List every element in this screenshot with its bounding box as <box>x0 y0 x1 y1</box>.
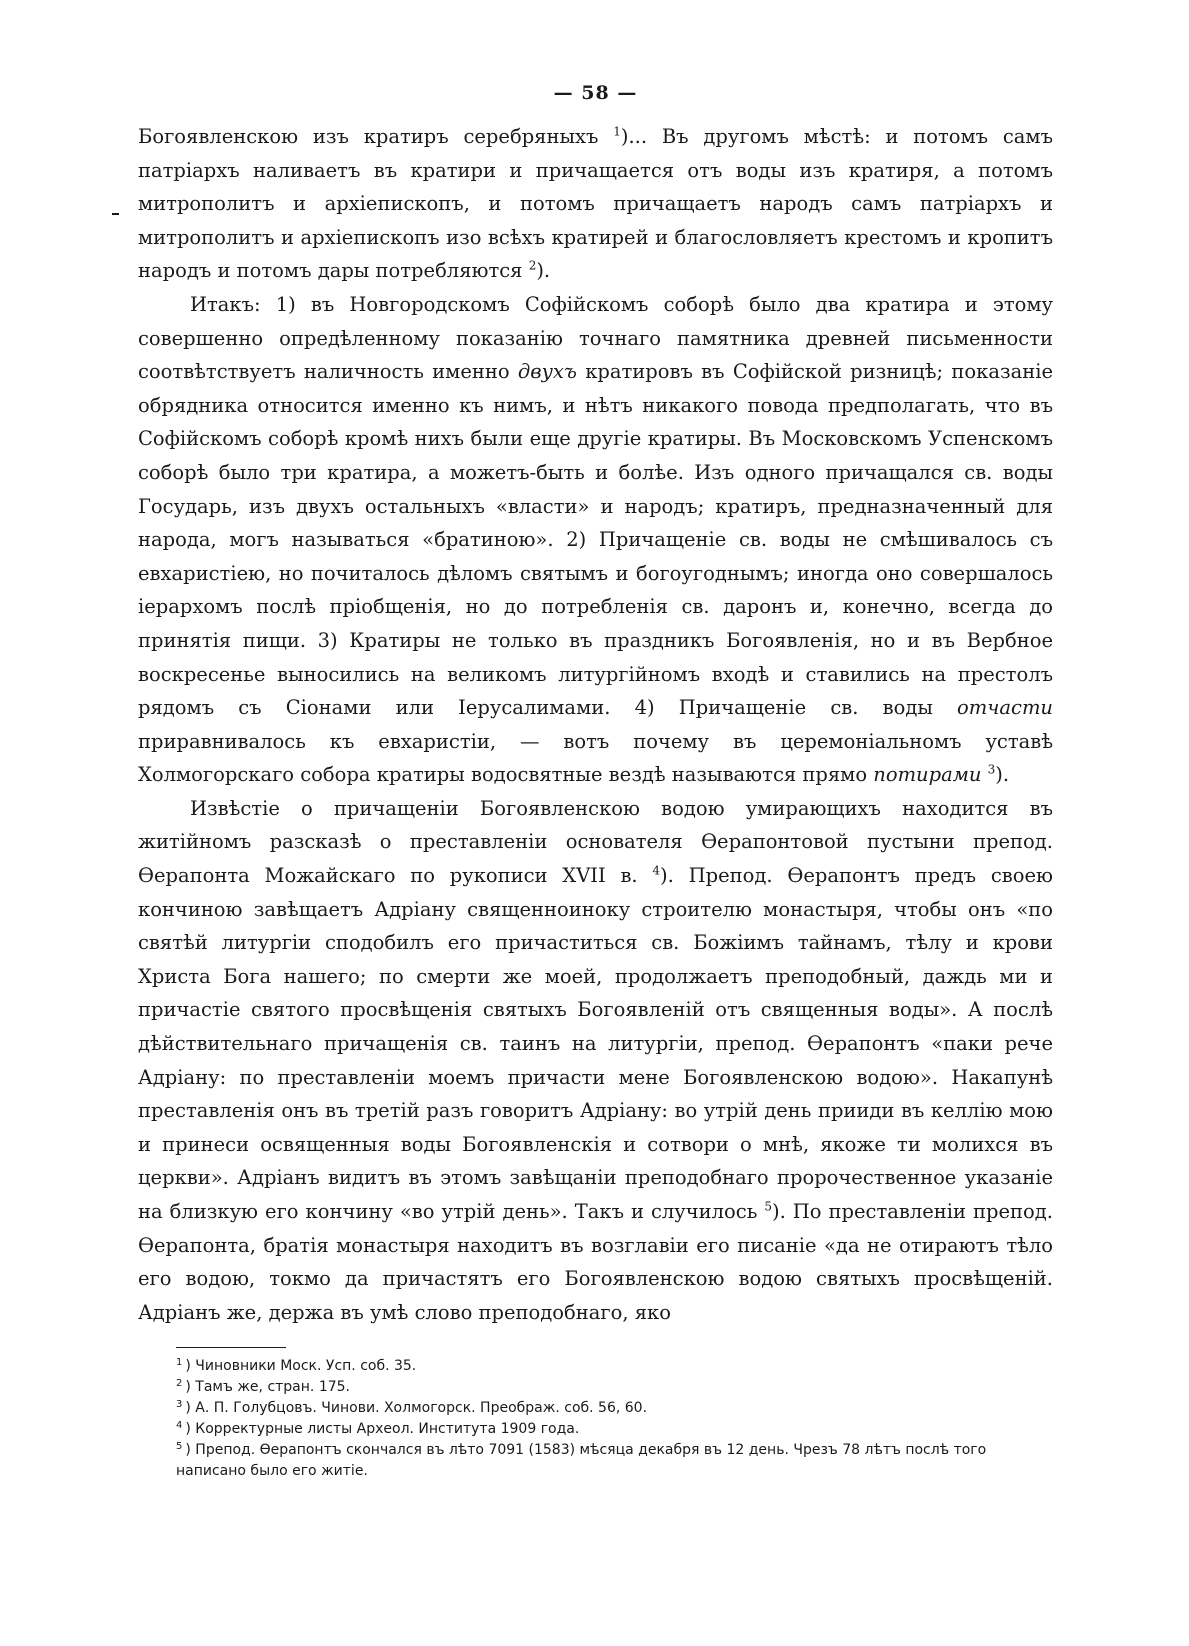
footnote-marker: 4 <box>176 1419 183 1431</box>
document-page <box>138 82 1053 1482</box>
emphasized-text: потирами <box>873 763 982 787</box>
emphasized-text: отчасти <box>957 696 1053 720</box>
page-number: — 58 — <box>553 82 638 104</box>
footnote-item <box>138 1419 1053 1440</box>
footnotes-list <box>138 1356 1053 1482</box>
footnote-text: ) Корректурные листы Археол. Института 1909 года. <box>185 1421 580 1438</box>
paragraph-text: ). По преставленіи препод. Ѳерапонта, братія монастыря находитъ въ возглавіи его писаніе «да не отираютъ тѣло его водою, токмо да причастятъ его Богоявленскою водою святыхъ просвѣщеній. Адріанъ же, держа въ умѣ слово преподобнаго, яко <box>138 1200 1053 1324</box>
body-paragraph <box>138 288 1053 792</box>
emphasized-text: двухъ <box>517 360 577 384</box>
footnote-item <box>138 1398 1053 1419</box>
body-paragraph <box>138 120 1053 288</box>
footnote-reference: 2 <box>528 258 537 273</box>
footnote-marker: 2 <box>176 1377 183 1389</box>
paragraph-text: ). <box>536 259 551 283</box>
footnote-reference: 3 <box>987 762 996 777</box>
body-text <box>138 120 1053 1329</box>
footnote-reference: 5 <box>764 1199 772 1214</box>
footnote-text: ) А. П. Голубцовъ. Чинови. Холмогорск. Преображ. соб. 56, 60. <box>185 1400 648 1417</box>
paragraph-text: Богоявленскою изъ кратиръ серебряныхъ <box>138 125 614 148</box>
footnote-text: ) Тамъ же, стран. 175. <box>185 1379 350 1396</box>
footnote-marker: 5 <box>176 1440 183 1452</box>
paragraph-text: кратировъ въ Софійской ризницѣ; показаніе обрядника относится именно къ нимъ, и нѣтъ никакого повода предполагать, что въ Софійскомъ соборѣ кромѣ нихъ были еще другіе кратиры. Въ Московскомъ Успенскомъ соборѣ было три кратира, а можетъ-быть и болѣе. Изъ одного причащался св. воды Государь, изъ двухъ остальныхъ «власти» и народъ; кратиръ, предназначенный для народа, могъ называться «братиною». 2) Причащеніе св. воды не смѣшивалось съ евхаристіею, но почиталось дѣломъ святымъ и богоугоднымъ; иногда оно совершалось іерархомъ послѣ пріобщенія, но до потребленія св. даронъ и, конечно, всегда до принятія пищи. 3) Кратиры не только въ праздникъ Богоявленія, но и въ Вербное воскресенье выносились на великомъ литургійномъ входѣ и ставились на престолъ рядомъ съ Сіонами или Іерусалимами. 4) Причащеніе св. воды <box>138 360 1053 720</box>
footnote-text: ) Чиновники Моск. Усп. соб. 35. <box>185 1358 417 1375</box>
paragraph-text: Итакъ: 1) въ Новгородскомъ Софійскомъ соборѣ было два кратира и этому совершенно опредѣленному показанію точнаго памятника древней письменности соотвѣтствуетъ наличность именно <box>138 292 1053 384</box>
footnote-item <box>138 1440 1053 1482</box>
paragraph-text: ). <box>995 763 1010 787</box>
body-paragraph <box>138 792 1053 1330</box>
paragraph-text: приравнивалось къ евхаристіи, — вотъ почему въ церемоніальномъ уставѣ Холмогорскаго собора кратиры водосвятные вездѣ называются прямо <box>138 729 1053 787</box>
footnote-text: ) Препод. Ѳерапонтъ скончался въ лѣто 7091 (1583) мѣсяца декабря въ 12 день. Чрезъ 78 лѣтъ послѣ того написано было его житіе. <box>176 1442 987 1480</box>
paragraph-text: ). Препод. Ѳерапонтъ предъ своею кончиною завѣщаетъ Адріану священноиноку строителю монастыря, чтобы онъ «по святѣй литургіи сподобилъ его причаститься св. Божіимъ тайнамъ, тѣлу и крови Христа Бога нашего; по смерти же моей, продолжаетъ преподобный, даждь ми и причастіе святого просвѣщенія святыхъ Богоявленій отъ священныя воды». А послѣ дѣйствительнаго причащенія св. таинъ на литургіи, препод. Ѳерапонтъ «паки рече Адріану: по преставленіи моемъ причасти мене Богоявленскою водою». Накапунѣ преставленія онъ въ третій разъ говоритъ Адріану: во утрій день прииди въ келлію мою и принеси освященныя воды Богоявленскія и сотвори о мнѣ, якоже ти молихся въ церкви». Адріанъ видитъ въ этомъ завѣщаніи преподобнаго пророчественное указаніе на близкую его кончину «во утрій день». Такъ и случилось <box>138 864 1053 1223</box>
footnote-reference: 1 <box>613 124 621 139</box>
footnote-reference: 4 <box>652 863 661 878</box>
footnote-marker: 3 <box>176 1398 183 1410</box>
footnote-item <box>138 1377 1053 1398</box>
footnote-marker: 1 <box>176 1356 183 1368</box>
paragraph-text: )... Въ другомъ мѣстѣ: и потомъ самъ патріархъ наливаетъ въ кратири и причащается отъ воды изъ кратиря, а потомъ митрополитъ и архіепископъ, и потомъ причащаетъ народъ самъ патріархъ и митрополитъ и архіепископъ изо всѣхъ кратирей и благословляетъ крестомъ и кропитъ народъ и потомъ дары потребляются <box>138 125 1053 283</box>
scan-artifact-mark <box>112 213 119 215</box>
footnote-item <box>138 1356 1053 1377</box>
paragraph-text: Извѣстіе о причащеніи Богоявленскою водою умирающихъ находится въ житійномъ разсказѣ о преставленіи основателя Ѳерапонтовой пустыни препод. Ѳерапонта Можайскаго по рукописи XVII в. <box>138 796 1053 888</box>
footnote-divider <box>176 1347 286 1348</box>
